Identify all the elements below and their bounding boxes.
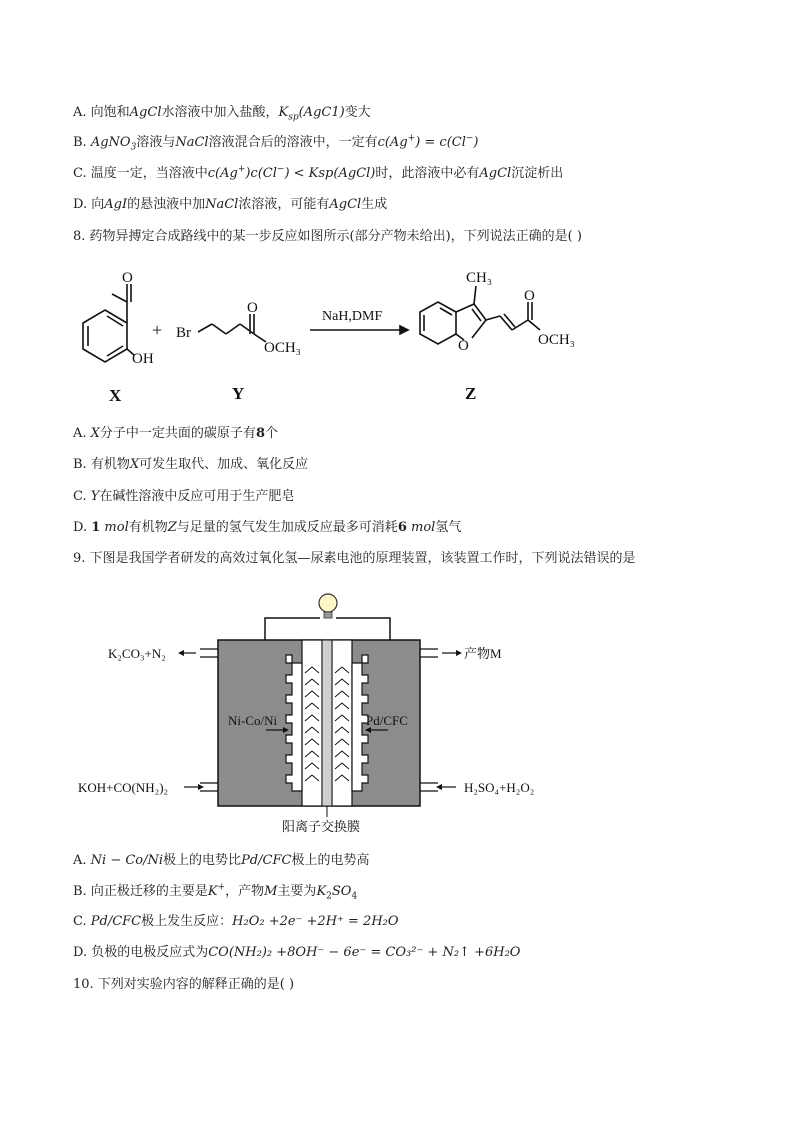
z-benzene-ring: [420, 302, 456, 344]
q10-stem: 10. 下列对实验内容的解释正确的是( ): [73, 977, 295, 992]
membrane: [322, 640, 332, 806]
z-carbonyl-o: O: [524, 288, 535, 304]
right-electrode-label: Pd/CFC: [366, 713, 408, 728]
y-bromine: Br: [176, 325, 191, 341]
q8-option-b: B. 有机物X可发生取代、加成、氧化反应: [73, 457, 309, 472]
left-electrode-label: Ni-Co/Ni: [228, 713, 278, 728]
reagent-label: NaH,DMF: [322, 309, 383, 324]
right-electrode: [332, 640, 352, 806]
q9-option-a: A. Ni − Co/Ni极上的电势比Pd/CFC极上的电势高: [73, 853, 370, 868]
lightbulb-icon: [319, 594, 337, 618]
z-ester: OCH₃: [538, 332, 575, 348]
q8-option-c: C. Y在碱性溶液中反应可用于生产肥皂: [73, 489, 295, 504]
q9-option-c: C. Pd/CFC极上发生反应：H₂O₂ +2e⁻ +2H⁺ = 2H₂O: [73, 914, 399, 929]
y-ester: OCH₃: [264, 340, 301, 356]
q7-option-b: B. AgNO$_3$溶液与NaCl溶液混合后的溶液中，一定有c(Ag+) = c(Cl−): [73, 133, 479, 153]
left-bottom-input: KOH+CO(NH₂)₂: [78, 780, 169, 795]
q8-option-a: A. X分子中一定共面的碳原子有8个: [73, 426, 278, 441]
q7-option-a: A. 向饱和AgCl水溶液中加入盐酸，$K_{sp}(AgC1)$变大: [73, 105, 371, 123]
plus-sign: +: [152, 320, 163, 340]
x-benzene-ring: [83, 310, 127, 362]
y-carbonyl-o: O: [247, 300, 258, 316]
right-top-output: 产物M: [464, 646, 502, 661]
z-ring-oxygen: O: [458, 338, 469, 354]
q9-option-b: B. 向正极迁移的主要是K+，产物M主要为$K_2SO_4$: [73, 882, 358, 902]
reaction-scheme: [60, 262, 580, 412]
q8-stem: 8. 药物异搏定合成路线中的某一步反应如图所示(部分产物未给出)，下列说法正确的是( ): [73, 229, 582, 244]
q9-option-d: D. 负极的电极反应式为CO(NH₂)₂ +8OH⁻ − 6e⁻ = CO₃²⁻ + N₂↑ +6H₂O: [73, 945, 521, 960]
q9-stem: 9. 下图是我国学者研发的高效过氧化氢—尿素电池的原理装置，该装置工作时，下列说法错误的是: [73, 551, 636, 566]
right-bottom-input: H₂SO₄+H₂O₂: [464, 780, 535, 795]
left-electrode: [302, 640, 322, 806]
z-methyl: CH₃: [466, 270, 493, 286]
label-z: Z: [465, 384, 477, 403]
battery-device: [70, 585, 560, 840]
x-hydroxyl: OH: [132, 351, 154, 367]
q7-option-d: D. 向AgI的悬浊液中加NaCl浓溶液，可能有AgCl生成: [73, 197, 388, 212]
membrane-label: 阳离子交换膜: [282, 819, 361, 834]
label-x: X: [109, 386, 122, 405]
q7-option-c: C. 温度一定，当溶液中c(Ag+)c(Cl−) < Ksp(AgCl)时，此溶液中必有AgCl沉淀析出: [73, 164, 564, 181]
x-carbonyl-o: O: [122, 270, 133, 286]
left-top-output: K₂CO₃+N₂: [108, 646, 166, 661]
label-y: Y: [232, 384, 245, 403]
q8-option-d: D. 1 mol有机物Z与足量的氢气发生加成反应最多可消耗6 mol氢气: [73, 520, 462, 535]
